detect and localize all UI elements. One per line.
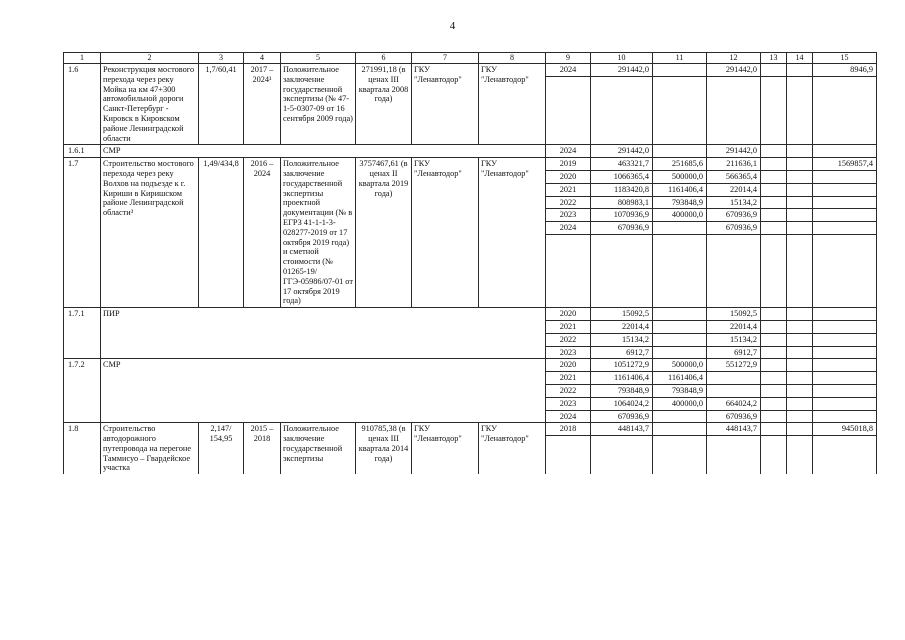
project-capacity: 2,147/ 154,95 <box>199 423 244 474</box>
cell-col11 <box>653 320 707 333</box>
column-number: 1 <box>64 53 101 64</box>
cell-year: 2024 <box>546 145 591 158</box>
main-table <box>63 52 877 474</box>
cell-col13 <box>761 423 787 436</box>
empty-cell <box>653 436 707 475</box>
cell-col11: 1161406,4 <box>653 372 707 385</box>
cell-col15 <box>813 222 877 235</box>
cell-year: 2021 <box>546 183 591 196</box>
cell-col12: 291442,0 <box>707 64 761 77</box>
projects-table-wrap <box>63 52 876 474</box>
cell-col12: 551272,9 <box>707 359 761 372</box>
cell-col13 <box>761 333 787 346</box>
cell-col13 <box>761 397 787 410</box>
cell-col13 <box>761 183 787 196</box>
column-number: 11 <box>653 53 707 64</box>
row-number: 1.8 <box>64 423 101 474</box>
cell-col13 <box>761 170 787 183</box>
cell-col11: 793848,9 <box>653 384 707 397</box>
cell-col11 <box>653 145 707 158</box>
empty-cell <box>591 76 653 145</box>
cell-col13 <box>761 384 787 397</box>
cell-col15: 8946,9 <box>813 64 877 77</box>
cell-col15 <box>813 183 877 196</box>
cell-col15 <box>813 397 877 410</box>
cell-col11 <box>653 333 707 346</box>
cell-col13 <box>761 196 787 209</box>
column-number: 14 <box>787 53 813 64</box>
table-row <box>64 145 877 158</box>
row-number: 1.7 <box>64 158 101 308</box>
cell-col15 <box>813 308 877 321</box>
cell-col11: 400000,0 <box>653 209 707 222</box>
empty-cell <box>787 76 813 145</box>
project-capacity: 1,7/60,41 <box>199 64 244 145</box>
cell-col12: 670936,9 <box>707 410 761 423</box>
cell-year: 2022 <box>546 333 591 346</box>
expertise-info: Положительное заключение государственной экспертизы проектной документации (№ в ЕГРЗ 41-1-1-3-028277-2019 от 17 октября 2019 года) и сметной стоимости (№ 01265-19/ГГЭ-05986/07-01 от 17 октября 2019 года) <box>281 158 356 308</box>
cell-col14 <box>787 170 813 183</box>
cell-col13 <box>761 308 787 321</box>
column-number: 6 <box>356 53 412 64</box>
cell-total: 1183420,8 <box>591 183 653 196</box>
cell-col14 <box>787 196 813 209</box>
cell-col12: 15134,2 <box>707 333 761 346</box>
cell-col12: 566365,4 <box>707 170 761 183</box>
cell-total: 670936,9 <box>591 410 653 423</box>
operator-org: ГКУ "Ленавтодор" <box>479 158 546 308</box>
cell-total: 808983,1 <box>591 196 653 209</box>
operator-org: ГКУ "Ленавтодор" <box>479 64 546 145</box>
cell-col14 <box>787 158 813 171</box>
cell-year: 2022 <box>546 196 591 209</box>
cell-col13 <box>761 222 787 235</box>
table-row <box>64 308 877 321</box>
cell-total: 448143,7 <box>591 423 653 436</box>
cell-total: 291442,0 <box>591 64 653 77</box>
estimated-cost: 3757467,61 (в ценах II квартала 2019 года) <box>356 158 412 308</box>
cell-col14 <box>787 183 813 196</box>
cell-col14 <box>787 346 813 359</box>
cell-total: 1070936,9 <box>591 209 653 222</box>
cell-col12: 15092,5 <box>707 308 761 321</box>
cell-col11 <box>653 308 707 321</box>
work-type-label: СМР <box>101 359 546 423</box>
cell-col14 <box>787 397 813 410</box>
customer-org: ГКУ "Ленавтодор" <box>412 423 479 474</box>
cell-col14 <box>787 384 813 397</box>
cell-year: 2019 <box>546 158 591 171</box>
work-type-label: СМР <box>101 145 546 158</box>
work-type-label: ПИР <box>101 308 546 359</box>
cell-col14 <box>787 145 813 158</box>
column-number: 7 <box>412 53 479 64</box>
cell-col14 <box>787 423 813 436</box>
cell-total: 1066365,4 <box>591 170 653 183</box>
cell-col15 <box>813 196 877 209</box>
cell-col13 <box>761 320 787 333</box>
cell-col15 <box>813 346 877 359</box>
column-number: 9 <box>546 53 591 64</box>
cell-col11 <box>653 423 707 436</box>
project-name: Реконструкция мостового перехода через реку Мойка на км 47+300 автомобильной дороги Санкт-Петербург - Кировск в Кировском районе Ленинградской области <box>101 64 199 145</box>
cell-year: 2022 <box>546 384 591 397</box>
cell-col13 <box>761 410 787 423</box>
cell-year: 2020 <box>546 359 591 372</box>
project-period: 2017 – 2024¹ <box>244 64 281 145</box>
empty-cell <box>813 234 877 307</box>
customer-org: ГКУ "Ленавтодор" <box>412 64 479 145</box>
cell-col13 <box>761 346 787 359</box>
cell-col11: 793848,9 <box>653 196 707 209</box>
project-period: 2015 – 2018 <box>244 423 281 474</box>
empty-cell <box>787 436 813 475</box>
cell-col11: 251685,6 <box>653 158 707 171</box>
column-number: 15 <box>813 53 877 64</box>
column-numbers-row <box>64 53 877 64</box>
empty-cell <box>707 234 761 307</box>
column-number: 5 <box>281 53 356 64</box>
cell-col12: 22014,4 <box>707 183 761 196</box>
empty-cell <box>546 76 591 145</box>
cell-col12: 670936,9 <box>707 209 761 222</box>
empty-cell <box>787 234 813 307</box>
column-number: 2 <box>101 53 199 64</box>
cell-col13 <box>761 372 787 385</box>
cell-total: 1161406,4 <box>591 372 653 385</box>
cell-total: 15134,2 <box>591 333 653 346</box>
table-row <box>64 423 877 436</box>
project-name: Строительство автодорожного путепровода на перегоне Таммисуо – Гвардейское участка <box>101 423 199 474</box>
cell-col12: 664024,2 <box>707 397 761 410</box>
column-number: 4 <box>244 53 281 64</box>
cell-total: 1064024,2 <box>591 397 653 410</box>
table-row <box>64 64 877 77</box>
row-number: 1.6 <box>64 64 101 145</box>
cell-col12: 291442,0 <box>707 145 761 158</box>
cell-col12: 6912,7 <box>707 346 761 359</box>
cell-total: 670936,9 <box>591 222 653 235</box>
cell-total: 6912,7 <box>591 346 653 359</box>
cell-col15 <box>813 384 877 397</box>
cell-col12: 22014,4 <box>707 320 761 333</box>
empty-cell <box>546 436 591 475</box>
empty-cell <box>761 436 787 475</box>
cell-col14 <box>787 222 813 235</box>
cell-col13 <box>761 158 787 171</box>
empty-cell <box>546 234 591 307</box>
cell-col14 <box>787 308 813 321</box>
cell-year: 2020 <box>546 170 591 183</box>
cell-col13 <box>761 145 787 158</box>
cell-col12 <box>707 384 761 397</box>
cell-col14 <box>787 64 813 77</box>
cell-col15 <box>813 410 877 423</box>
table-header <box>64 53 877 64</box>
cell-col11 <box>653 222 707 235</box>
table-row <box>64 359 877 372</box>
cell-total: 793848,9 <box>591 384 653 397</box>
cell-col12: 448143,7 <box>707 423 761 436</box>
cell-col12: 15134,2 <box>707 196 761 209</box>
customer-org: ГКУ "Ленавтодор" <box>412 158 479 308</box>
cell-col15 <box>813 333 877 346</box>
empty-cell <box>591 436 653 475</box>
empty-cell <box>813 436 877 475</box>
cell-col15 <box>813 320 877 333</box>
cell-col12: 670936,9 <box>707 222 761 235</box>
cell-col15 <box>813 170 877 183</box>
empty-cell <box>591 234 653 307</box>
column-number: 10 <box>591 53 653 64</box>
cell-col15 <box>813 359 877 372</box>
row-number: 1.7.2 <box>64 359 101 423</box>
cell-year: 2020 <box>546 308 591 321</box>
cell-col14 <box>787 372 813 385</box>
cell-col13 <box>761 64 787 77</box>
column-number: 13 <box>761 53 787 64</box>
cell-col11 <box>653 346 707 359</box>
cell-total: 22014,4 <box>591 320 653 333</box>
column-number: 8 <box>479 53 546 64</box>
cell-col15 <box>813 372 877 385</box>
project-capacity: 1,49/434,8 <box>199 158 244 308</box>
cell-year: 2018 <box>546 423 591 436</box>
cell-col11 <box>653 410 707 423</box>
cell-total: 15092,5 <box>591 308 653 321</box>
estimated-cost: 910785,38 (в ценах III квартала 2014 года) <box>356 423 412 474</box>
cell-col15: 1569857,4 <box>813 158 877 171</box>
empty-cell <box>653 234 707 307</box>
cell-col12 <box>707 372 761 385</box>
cell-col14 <box>787 333 813 346</box>
cell-year: 2024 <box>546 64 591 77</box>
cell-year: 2024 <box>546 222 591 235</box>
cell-col15: 945018,8 <box>813 423 877 436</box>
expertise-info: Положительное заключение государственной экспертизы (№ 47-1-5-0307-09 от 16 сентября 2009 года) <box>281 64 356 145</box>
column-number: 3 <box>199 53 244 64</box>
cell-col14 <box>787 320 813 333</box>
cell-col14 <box>787 359 813 372</box>
project-name: Строительство мостового перехода через реку Волхов на подъезде к г. Кириши в Киришском районе Ленинградской области³ <box>101 158 199 308</box>
cell-year: 2021 <box>546 320 591 333</box>
table-body <box>64 64 877 475</box>
empty-cell <box>653 76 707 145</box>
page-number: 4 <box>449 20 456 32</box>
cell-year: 2024 <box>546 410 591 423</box>
operator-org: ГКУ "Ленавтодор" <box>479 423 546 474</box>
project-period: 2016 – 2024 <box>244 158 281 308</box>
cell-col11 <box>653 64 707 77</box>
cell-col11: 400000,0 <box>653 397 707 410</box>
cell-year: 2021 <box>546 372 591 385</box>
expertise-info: Положительное заключение государственной экспертизы <box>281 423 356 474</box>
cell-col13 <box>761 359 787 372</box>
empty-cell <box>707 76 761 145</box>
empty-cell <box>761 234 787 307</box>
cell-year: 2023 <box>546 397 591 410</box>
cell-col15 <box>813 145 877 158</box>
cell-total: 291442,0 <box>591 145 653 158</box>
row-number: 1.6.1 <box>64 145 101 158</box>
cell-year: 2023 <box>546 346 591 359</box>
cell-col14 <box>787 209 813 222</box>
cell-col11: 500000,0 <box>653 170 707 183</box>
empty-cell <box>813 76 877 145</box>
cell-col11: 500000,0 <box>653 359 707 372</box>
column-number: 12 <box>707 53 761 64</box>
cell-col12: 211636,1 <box>707 158 761 171</box>
empty-cell <box>761 76 787 145</box>
empty-cell <box>707 436 761 475</box>
cell-total: 463321,7 <box>591 158 653 171</box>
cell-col11: 1161406,4 <box>653 183 707 196</box>
estimated-cost: 271991,18 (в ценах III квартала 2008 года) <box>356 64 412 145</box>
cell-total: 1051272,9 <box>591 359 653 372</box>
table-row <box>64 158 877 171</box>
cell-year: 2023 <box>546 209 591 222</box>
cell-col13 <box>761 209 787 222</box>
cell-col15 <box>813 209 877 222</box>
row-number: 1.7.1 <box>64 308 101 359</box>
cell-col14 <box>787 410 813 423</box>
